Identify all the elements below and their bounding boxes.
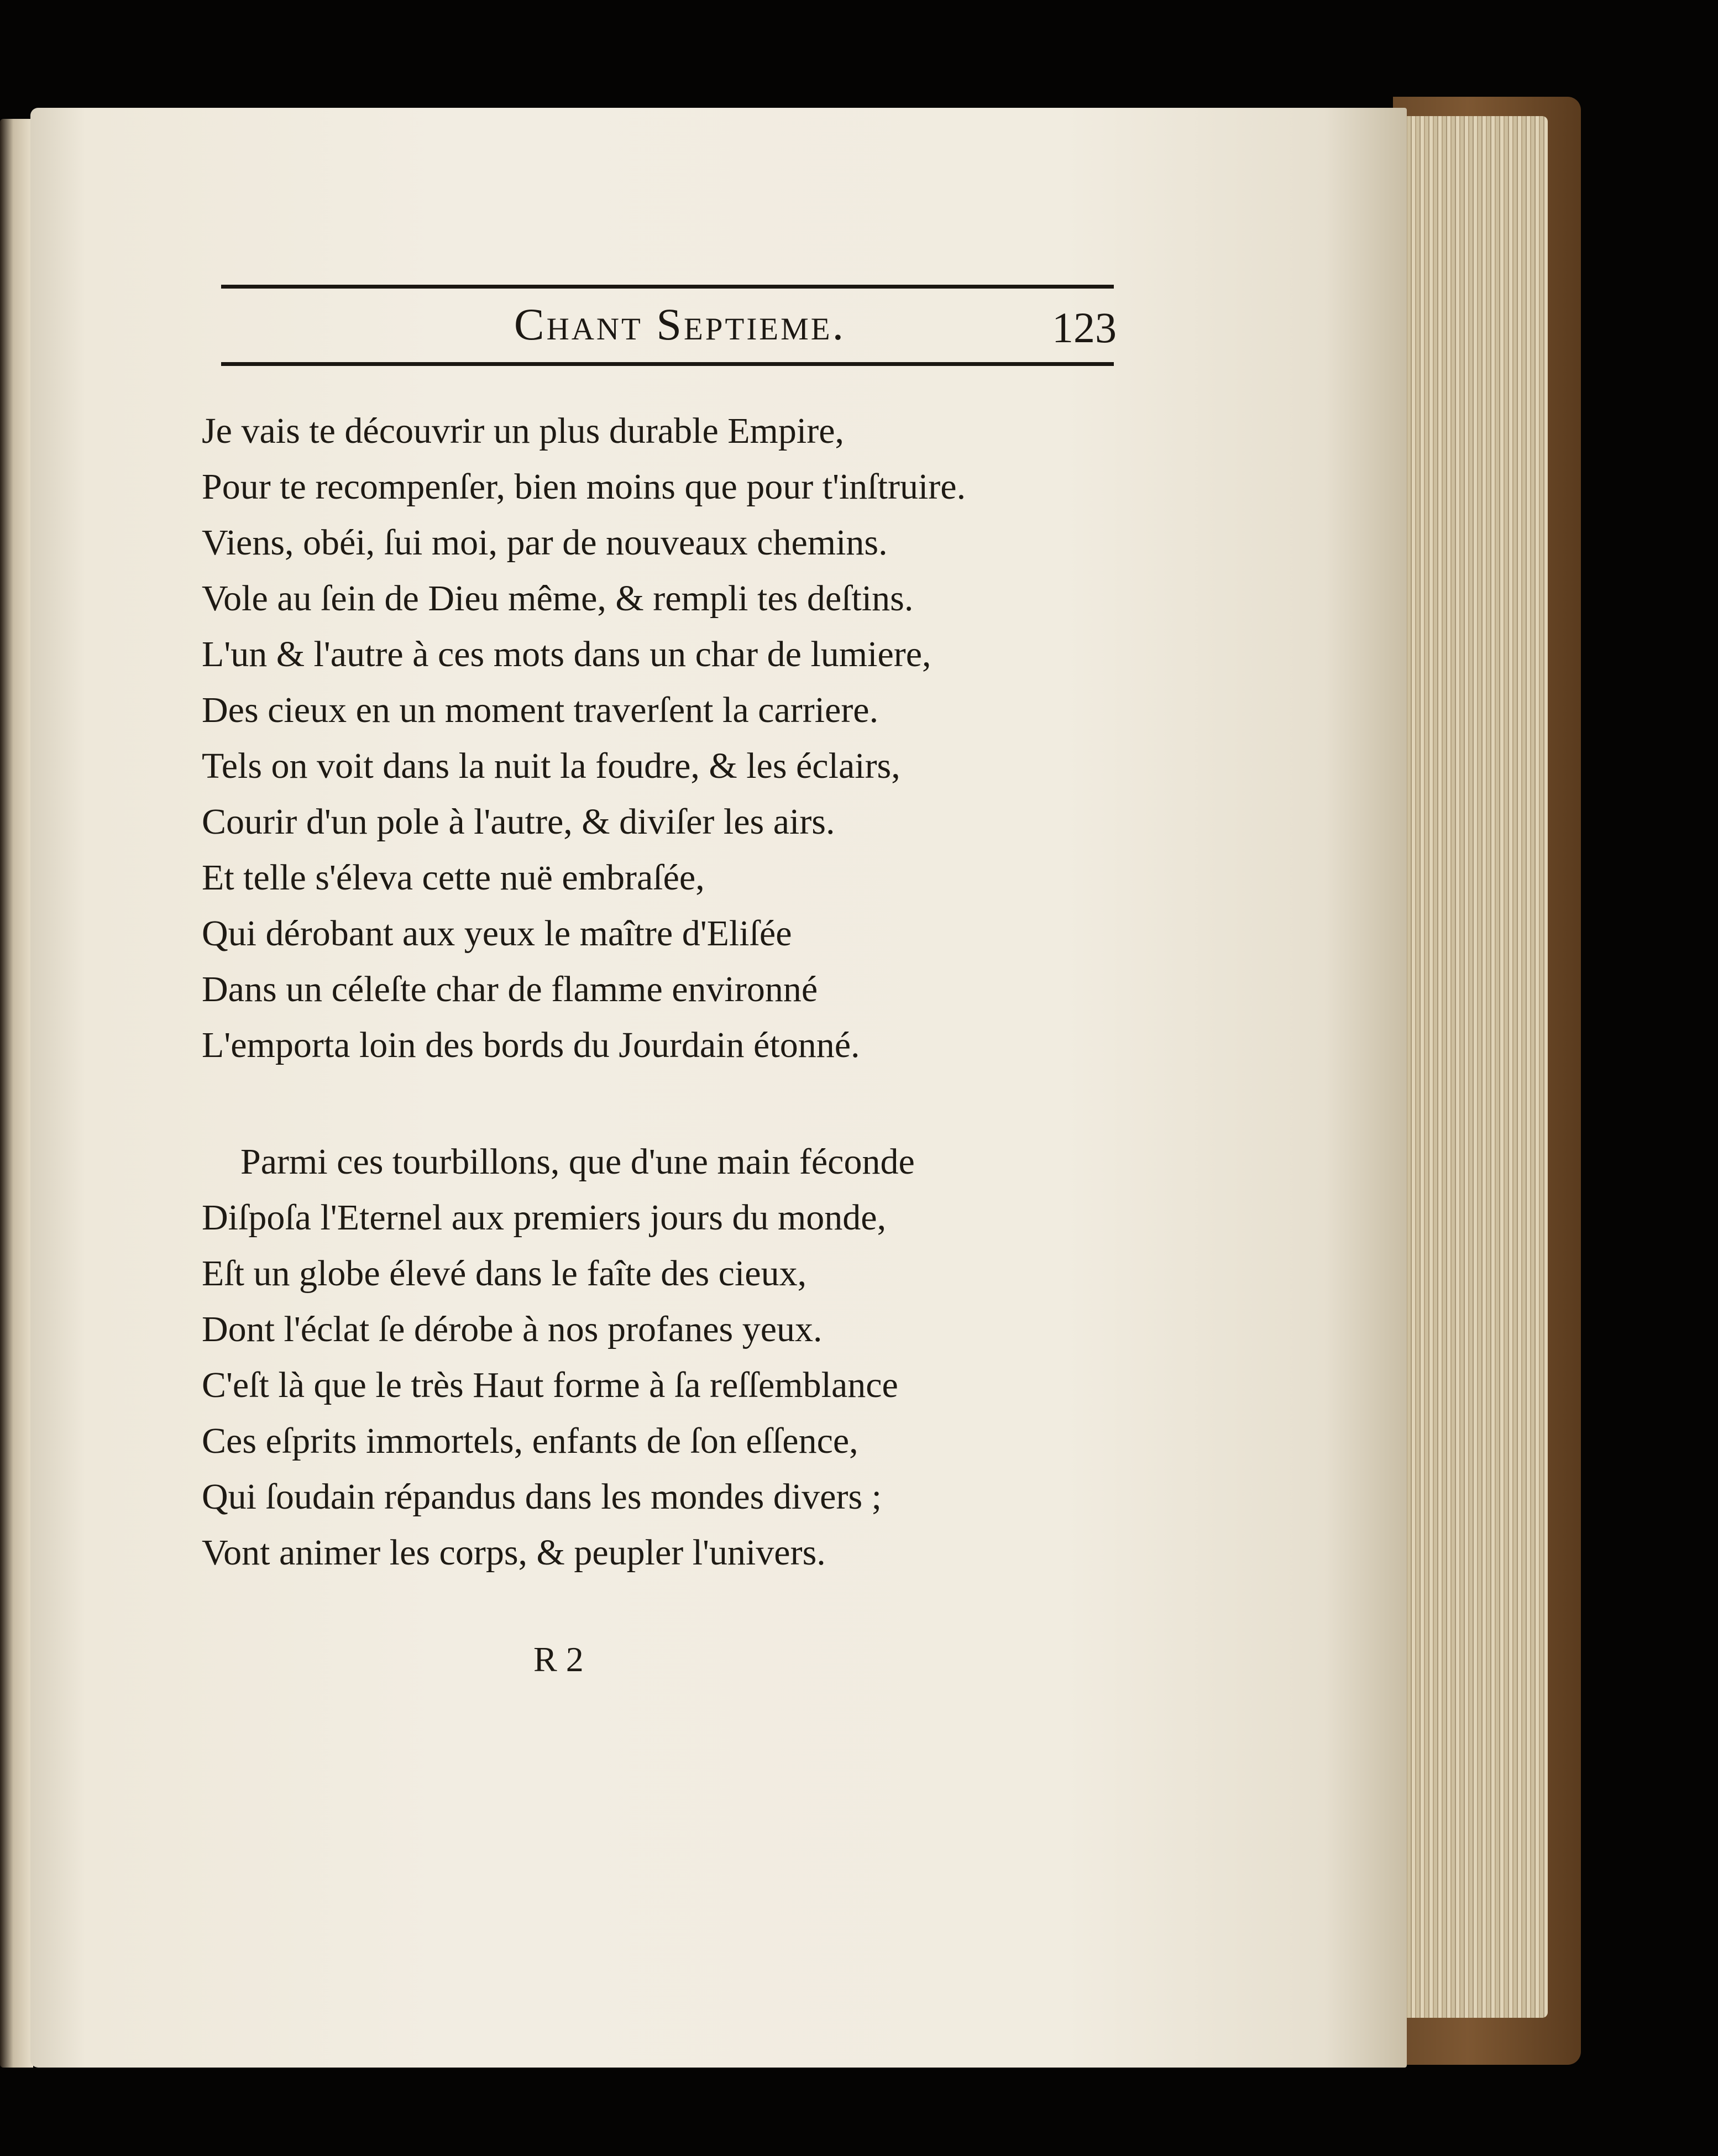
verse-line: L'emporta loin des bords du Jourdain étonné. xyxy=(202,1025,860,1065)
verse-line: Viens, obéi, ſui moi, par de nouveaux chemins. xyxy=(202,522,888,563)
verse-line: Dans un céleſte char de flamme environné xyxy=(202,969,818,1009)
verse-line: L'un & l'autre à ces mots dans un char de lumiere, xyxy=(202,634,931,674)
verse-line: Pour te recompenſer, bien moins que pour t'inſtruire. xyxy=(202,467,966,507)
signature-mark: R 2 xyxy=(533,1640,584,1679)
verse-line: Vole au ſein de Dieu même, & rempli tes deſtins. xyxy=(202,578,914,619)
verse-line: Tels on voit dans la nuit la foudre, & les éclairs, xyxy=(202,746,900,786)
verse-line: Eſt un globe élevé dans le faîte des cieux, xyxy=(202,1253,807,1294)
header-rule-bottom xyxy=(221,362,1114,366)
page-number: 123 xyxy=(1052,303,1117,352)
book-page xyxy=(30,108,1407,2068)
stanza-2 xyxy=(202,1134,915,1581)
verse-line: Des cieux en un moment traverſent la carriere. xyxy=(202,690,879,730)
verse-line: C'eſt là que le très Haut forme à ſa reſſemblance xyxy=(202,1365,898,1405)
page-edges xyxy=(1399,116,1548,2018)
verse-line: Courir d'un pole à l'autre, & diviſer les airs. xyxy=(202,802,835,842)
verse-line: Je vais te découvrir un plus durable Empire, xyxy=(202,411,844,451)
previous-page-edge xyxy=(0,119,33,2068)
stanza-1 xyxy=(202,404,966,1074)
verse-line: Et telle s'éleva cette nuë embraſée, xyxy=(202,857,705,898)
verse-line: Vont animer les corps, & peupler l'univers. xyxy=(202,1532,826,1573)
verse-line: Diſpoſa l'Eternel aux premiers jours du monde, xyxy=(202,1197,887,1238)
header-rule-top xyxy=(221,285,1114,289)
verse-line: Qui dérobant aux yeux le maître d'Eliſée xyxy=(202,913,792,954)
running-head: Chant Septieme. xyxy=(514,299,846,349)
verse-line: Ces eſprits immortels, enfants de ſon eſſence, xyxy=(202,1421,858,1461)
verse-line: Qui ſoudain répandus dans les mondes divers ; xyxy=(202,1477,882,1517)
verse-line: Dont l'éclat ſe dérobe à nos profanes yeux. xyxy=(202,1309,823,1349)
verse-line: Parmi ces tourbillons, que d'une main féconde xyxy=(240,1142,915,1182)
